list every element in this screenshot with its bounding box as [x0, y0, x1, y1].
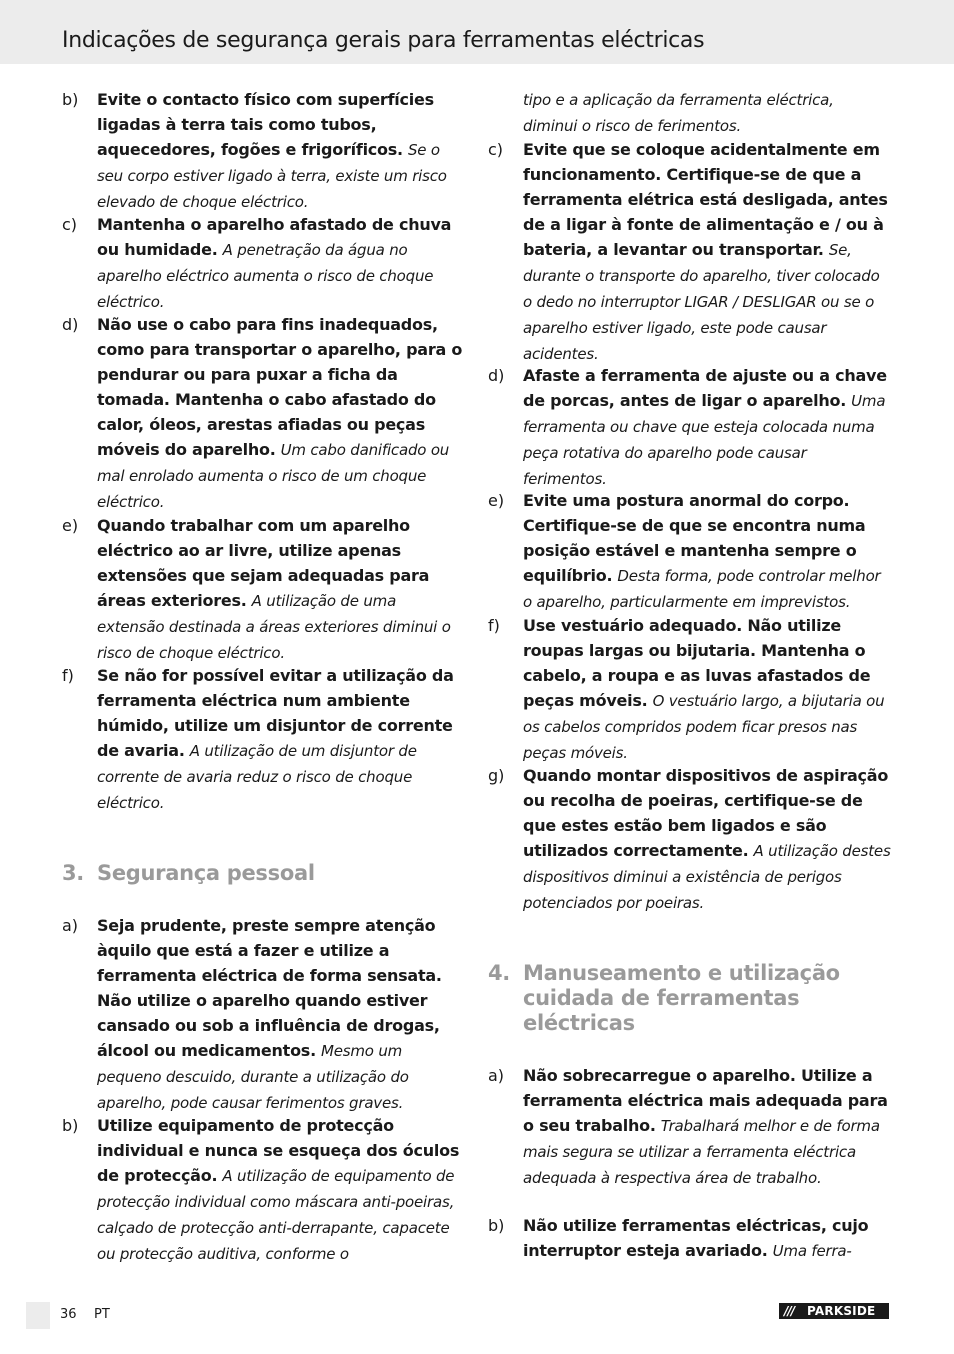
list-item [488, 488, 892, 615]
item-italic-text: Um cabo danificado ou mal enrolado aumenta o risco de um choque eléctrico. [97, 441, 450, 511]
item-italic-text: tipo e a aplicação da ferramenta eléctrica, diminui o risco de ferimentos. [523, 91, 834, 135]
list-item [62, 663, 466, 816]
item-label: e) [488, 491, 505, 510]
list-item [62, 513, 466, 666]
list-item [62, 913, 466, 1116]
list-item [62, 312, 466, 515]
item-italic-text: A utilização de uma extensão destinada a áreas exteriores diminui o risco de choque eléctrico. [97, 592, 451, 662]
item-italic-text: A utilização destes dispositivos diminui a existência de perigos potenciados por poeiras. [523, 842, 891, 912]
header-band [0, 0, 954, 64]
parkside-logo [779, 1303, 889, 1319]
list-item [488, 763, 892, 916]
item-label: b) [62, 1116, 79, 1135]
item-italic-text: A utilização de um disjuntor de corrente de avaria reduz o risco de choque eléctrico. [97, 742, 417, 812]
item-label: a) [488, 1066, 505, 1085]
item-italic-text: A utilização de equipamento de protecção individual como máscara anti-poeiras, calçado de protecção anti-derrapante, capacete ou protecção auditiva, conforme o [97, 1167, 455, 1263]
section-number: 4. [488, 961, 510, 985]
section-title: Manuseamento e utilização cuidada de ferramentas eléctricas [523, 961, 840, 1035]
item-bold-text: Utilize equipamento de protecção individual e nunca se esqueça dos óculos de protecção. [97, 1116, 460, 1185]
item-bold-text: Se não for possível evitar a utilização da ferramenta eléctrica num ambiente húmido, utilize um disjuntor de corrente de avaria. [97, 666, 454, 760]
item-bold-text: Evite o contacto físico com superfícies ligadas à terra tais como tubos, aquecedores, fogões e frigoríficos. [97, 90, 434, 159]
page-title: Indicações de segurança gerais para ferramentas eléctricas [62, 28, 705, 53]
item-bold-text: Evite uma postura anormal do corpo. Certifique-se de que se encontra numa posição estável e mantenha sempre o equilíbrio. [523, 491, 866, 585]
list-item [488, 137, 892, 367]
list-item [488, 1063, 892, 1191]
logo-slashes: /// [784, 1304, 795, 1318]
item-italic-text: Mesmo um pequeno descuido, durante a utilização do aparelho, pode causar ferimentos graves. [97, 1042, 409, 1112]
list-item [62, 1113, 466, 1267]
item-label: g) [488, 766, 505, 785]
item-label: e) [62, 516, 79, 535]
section-heading [488, 961, 878, 1036]
item-italic-text: A penetração da água no aparelho eléctrico aumenta o risco de choque eléctrico. [97, 241, 434, 311]
logo-text: PARKSIDE [807, 1304, 876, 1318]
item-bold-text: Quando montar dispositivos de aspiração ou recolha de poeiras, certifique-se de que estes estão bem ligados e são utilizados correctamente. [523, 766, 889, 860]
item-italic-text: Uma ferra- [772, 1242, 852, 1260]
item-italic-text: Desta forma, pode controlar melhor o aparelho, particularmente em imprevistos. [523, 567, 881, 611]
page-number: 36 [60, 1307, 77, 1322]
item-italic-text: Uma ferramenta ou chave que esteja colocada numa peça rotativa do aparelho pode causar ferimentos. [523, 392, 886, 488]
item-label: a) [62, 916, 79, 935]
item-italic-text: Se, durante o transporte do aparelho, tiver colocado o dedo no interruptor LIGAR / DESLIGAR ou se o aparelho estiver ligado, este pode causar acidentes. [523, 241, 880, 363]
item-label: c) [488, 140, 504, 159]
footer-page-tab [26, 1302, 50, 1329]
language-code: PT [94, 1307, 110, 1322]
item-label: b) [488, 1216, 505, 1235]
item-italic-text: Se o seu corpo estiver ligado à terra, existe um risco elevado de choque eléctrico. [97, 141, 447, 211]
item-bold-text: Use vestuário adequado. Não utilize roupas largas ou bijutaria. Mantenha o cabelo, a roupa e as luvas afastados de peças móveis. [523, 616, 871, 710]
list-item [62, 212, 466, 315]
item-label: f) [488, 616, 500, 635]
section-title: Segurança pessoal [97, 861, 315, 885]
item-label: b) [62, 90, 79, 109]
item-italic-text: O vestuário largo, a bijutaria ou os cabelos compridos podem ficar presos nas peças móveis. [523, 692, 885, 762]
item-italic-text: Trabalhará melhor e de forma mais segura se utilizar a ferramenta eléctrica adequada à respectiva área de trabalho. [523, 1117, 880, 1187]
item-bold-text: Evite que se coloque acidentalmente em funcionamento. Certifique-se de que a ferramenta elétrica está desligada, antes de a ligar à fonte de alimentação e / ou à bateria, a levantar ou transportar. [523, 140, 888, 259]
section-number: 3. [62, 861, 84, 885]
item-label: c) [62, 215, 78, 234]
item-bold-text: Não sobrecarregue o aparelho. Utilize a ferramenta eléctrica mais adequada para o seu trabalho. [523, 1066, 888, 1135]
item-label: d) [488, 366, 505, 385]
list-item [488, 1213, 892, 1264]
list-item [62, 87, 466, 215]
item-label: f) [62, 666, 74, 685]
list-item [488, 613, 892, 766]
item-bold-text: Não utilize ferramentas eléctricas, cujo interruptor esteja avariado. [523, 1216, 869, 1260]
list-item [488, 363, 892, 492]
list-item-continued [488, 87, 892, 139]
item-bold-text: Quando trabalhar com um aparelho eléctrico ao ar livre, utilize apenas extensões que sejam adequadas para áreas exteriores. [97, 516, 430, 610]
item-bold-text: Não use o cabo para fins inadequados, como para transportar o aparelho, para o pendurar ou para puxar a ficha da tomada. Mantenha o cabo afastado do calor, óleos, arestas afiadas ou peças móveis do aparelho. [97, 315, 463, 459]
section-heading [62, 861, 466, 886]
item-bold-text: Afaste a ferramenta de ajuste ou a chave de porcas, antes de ligar o aparelho. [523, 366, 887, 410]
item-label: d) [62, 315, 79, 334]
item-bold-text: Mantenha o aparelho afastado de chuva ou humidade. [97, 215, 452, 259]
item-bold-text: Seja prudente, preste sempre atenção àquilo que está a fazer e utilize a ferramenta eléctrica de forma sensata. Não utilize o aparelho quando estiver cansado ou sob a influência de drogas, álcool ou medicamentos. [97, 916, 442, 1060]
